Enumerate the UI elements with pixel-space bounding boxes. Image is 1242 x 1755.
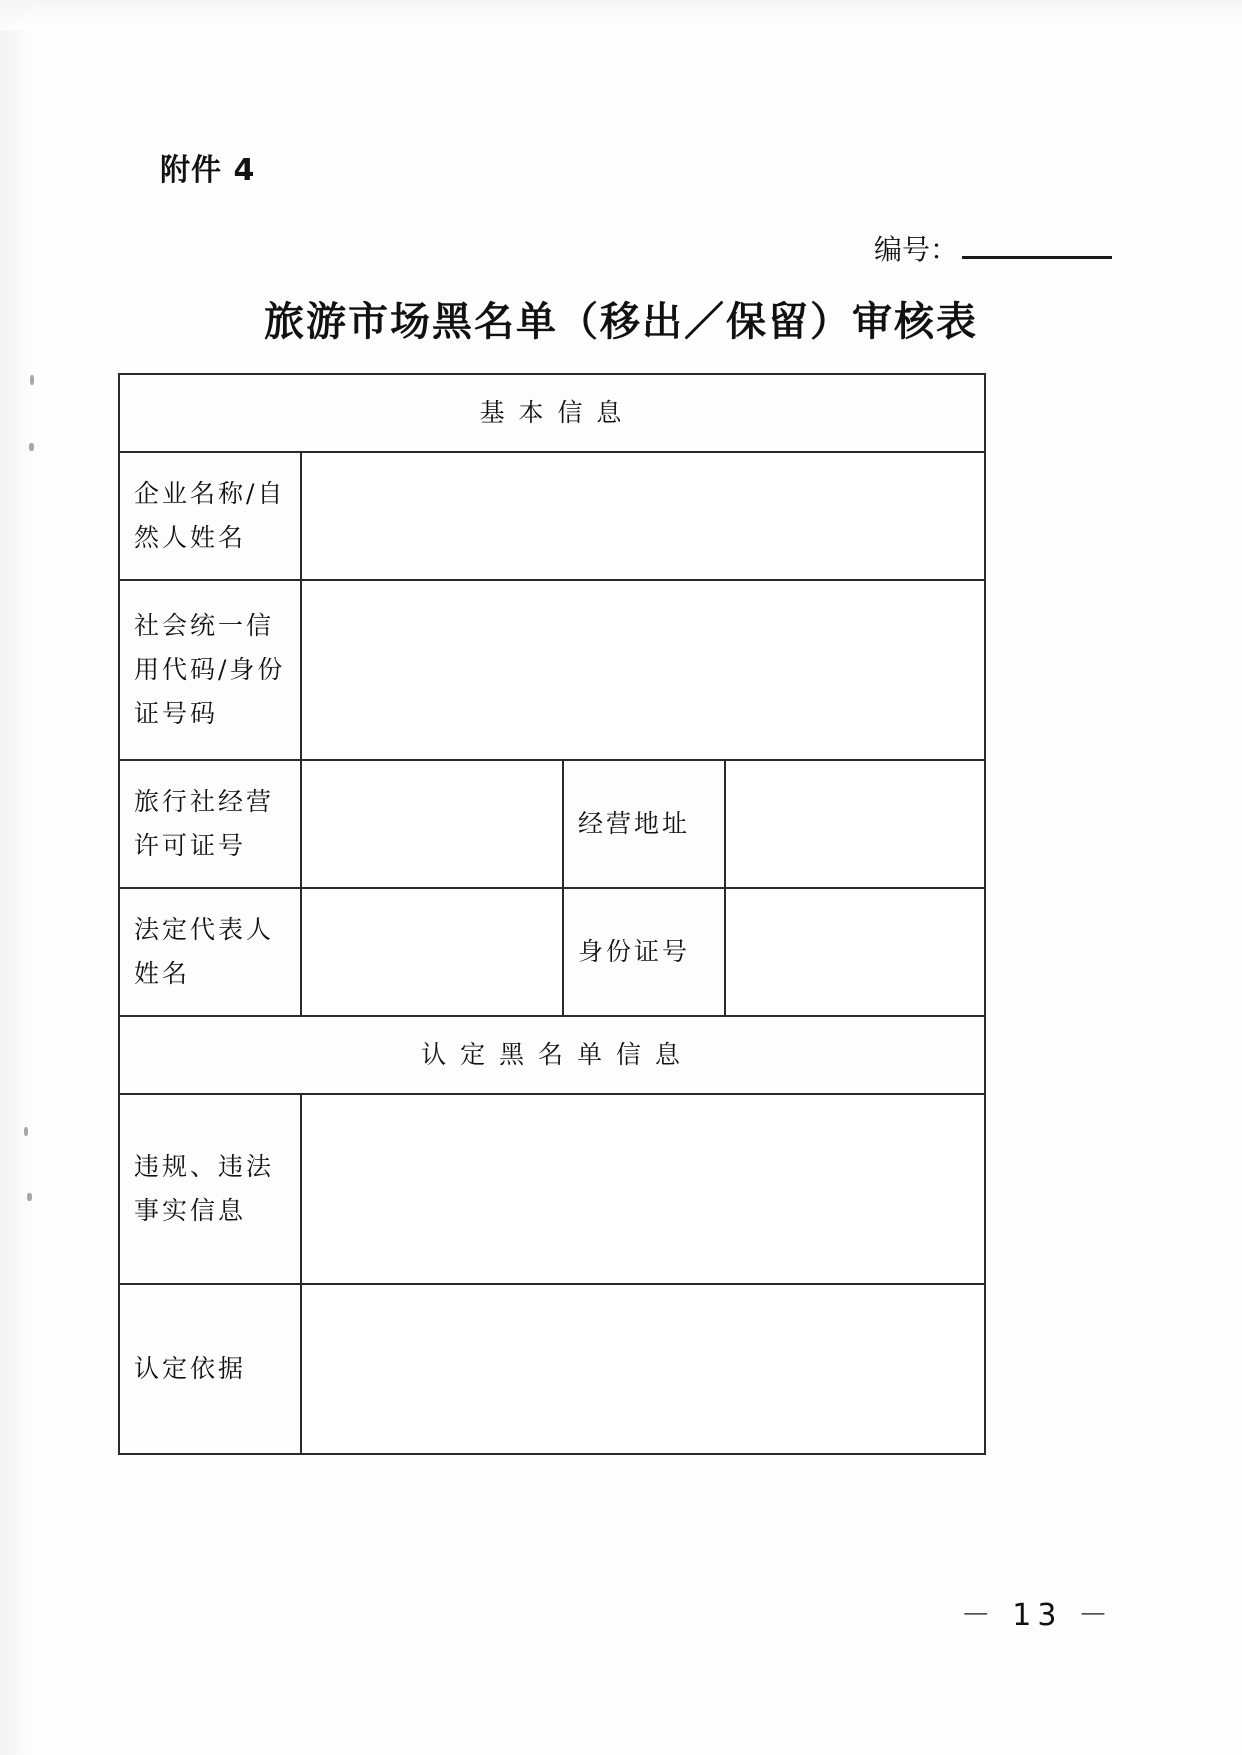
row-value-travel-license[interactable] xyxy=(301,760,563,888)
row-label-company-name: 企业名称/自然人姓名 xyxy=(119,452,301,580)
serial-number-line xyxy=(874,228,1112,268)
table-row xyxy=(119,888,985,1016)
scan-speck xyxy=(29,443,34,451)
review-form-table xyxy=(118,373,986,1455)
row-value-business-address[interactable] xyxy=(725,760,985,888)
section-header-blacklist: 认 定 黑 名 单 信 息 xyxy=(119,1016,985,1094)
row-value-legal-representative[interactable] xyxy=(301,888,563,1016)
row-label-violation-facts: 违规、违法事实信息 xyxy=(119,1094,301,1284)
section-header-basic: 基 本 信 息 xyxy=(119,374,985,452)
row-label-credit-code: 社会统一信用代码/身份证号码 xyxy=(119,580,301,760)
page-title: 旅游市场黑名单（移出／保留）审核表 xyxy=(264,298,978,345)
table-row xyxy=(119,1094,985,1284)
attachment-label: 附件 4 xyxy=(160,153,256,188)
row-value-determination-basis[interactable] xyxy=(301,1284,985,1454)
row-value-id-number[interactable] xyxy=(725,888,985,1016)
row-label-determination-basis: 认定依据 xyxy=(119,1284,301,1454)
scan-speck xyxy=(27,1193,32,1201)
row-value-credit-code[interactable] xyxy=(301,580,985,760)
table-row xyxy=(119,580,985,760)
page-number: － 13 － xyxy=(960,1598,1114,1633)
scan-speck xyxy=(24,1127,28,1136)
row-value-company-name[interactable] xyxy=(301,452,985,580)
table-row xyxy=(119,1284,985,1454)
row-label-id-number: 身份证号 xyxy=(563,888,725,1016)
serial-number-label: 编号： xyxy=(873,233,958,266)
table-row xyxy=(119,374,985,452)
table-row xyxy=(119,760,985,888)
row-label-legal-representative: 法定代表人姓名 xyxy=(119,888,301,1016)
table-row xyxy=(119,452,985,580)
scan-speck xyxy=(30,375,34,385)
row-label-travel-license: 旅行社经营许可证号 xyxy=(119,760,301,888)
serial-number-blank[interactable] xyxy=(962,234,1112,259)
scan-edge-left xyxy=(0,0,40,1755)
row-label-business-address: 经营地址 xyxy=(563,760,725,888)
scan-edge-top xyxy=(0,0,1242,30)
table-row xyxy=(119,1016,985,1094)
row-value-violation-facts[interactable] xyxy=(301,1094,985,1284)
